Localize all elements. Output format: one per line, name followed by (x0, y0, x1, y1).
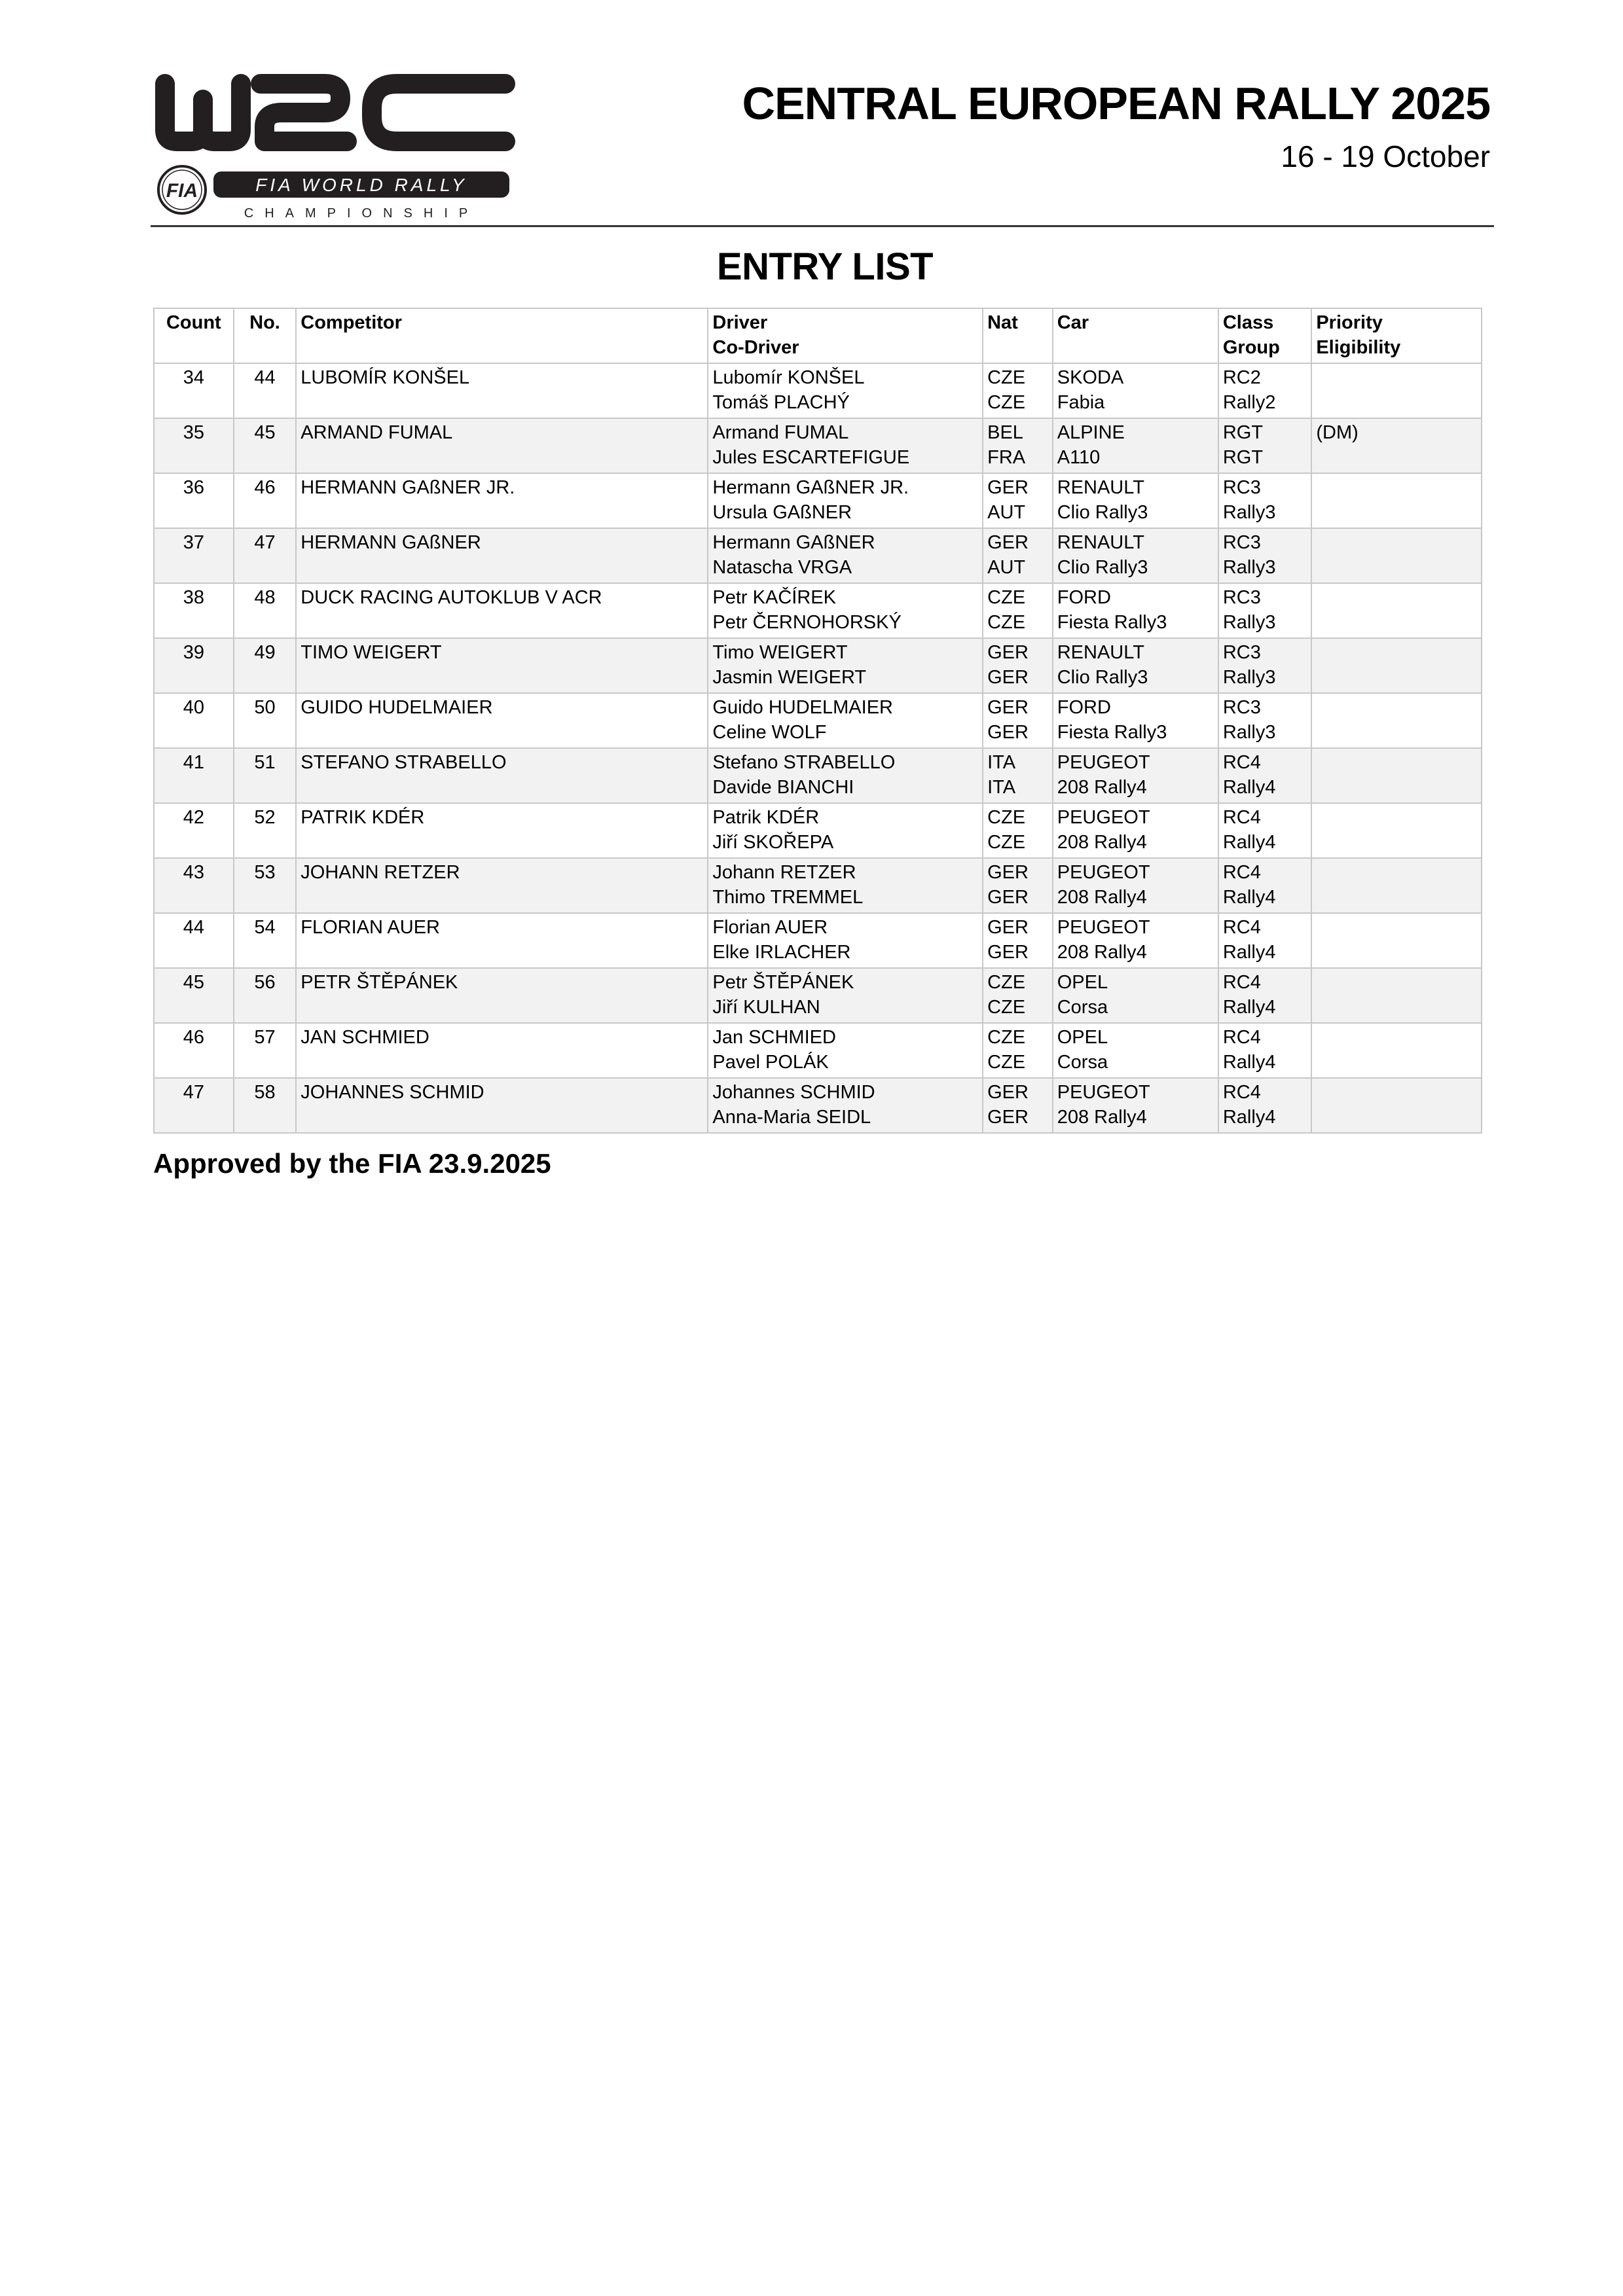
eligibility-value: (DM) (1316, 422, 1359, 443)
co-driver-name: Tomáš PLACHÝ (712, 392, 850, 413)
car-number-cell: 58 (234, 1078, 297, 1133)
table-row (154, 858, 1482, 913)
competitor-cell: TIMO WEIGERT (296, 638, 708, 693)
co-driver-nationality: CZE (987, 612, 1026, 633)
co-driver-name: Elke IRLACHER (712, 942, 851, 963)
car-make: PEUGEOT (1057, 1082, 1150, 1103)
car-cell (1053, 583, 1218, 638)
co-driver-nationality: CZE (987, 997, 1026, 1018)
class-group-cell (1218, 803, 1311, 858)
priority-eligibility-cell (1311, 693, 1482, 748)
count-cell: 40 (154, 693, 234, 748)
car-group: Rally4 (1222, 942, 1276, 963)
car-class: RC3 (1222, 697, 1261, 718)
nationality-cell (983, 1078, 1053, 1133)
nationality-cell (983, 748, 1053, 803)
car-group: Rally4 (1222, 1052, 1276, 1073)
class-group-cell (1218, 583, 1311, 638)
priority-eligibility-cell (1311, 528, 1482, 583)
header-divider (151, 225, 1494, 227)
column-header-count: Count (154, 308, 234, 363)
co-driver-nationality: FRA (987, 447, 1026, 468)
competitor-cell: HERMANN GAßNER JR. (296, 473, 708, 528)
car-number-cell: 57 (234, 1023, 297, 1078)
class-group-cell (1218, 748, 1311, 803)
car-make: OPEL (1057, 1027, 1108, 1048)
co-driver-nationality: CZE (987, 832, 1026, 853)
car-model: Fabia (1057, 392, 1105, 413)
table-row (154, 748, 1482, 803)
nationality-cell (983, 473, 1053, 528)
car-group: Rally3 (1222, 722, 1276, 743)
crew-cell (708, 748, 983, 803)
competitor-cell: JOHANNES SCHMID (296, 1078, 708, 1133)
car-number-cell: 44 (234, 363, 297, 418)
driver-name: Guido HUDELMAIER (712, 697, 893, 718)
table-row (154, 638, 1482, 693)
priority-eligibility-cell (1311, 473, 1482, 528)
priority-eligibility-cell (1311, 583, 1482, 638)
car-model: Clio Rally3 (1057, 502, 1148, 523)
driver-name: Florian AUER (712, 917, 828, 938)
count-cell: 37 (154, 528, 234, 583)
driver-nationality: GER (987, 862, 1029, 883)
car-cell (1053, 418, 1218, 473)
car-model: 208 Rally4 (1057, 777, 1147, 798)
car-group: Rally3 (1222, 502, 1276, 523)
car-group: Rally4 (1222, 1107, 1276, 1128)
count-cell: 38 (154, 583, 234, 638)
driver-nationality: GER (987, 1082, 1029, 1103)
driver-name: Hermann GAßNER (712, 532, 875, 553)
car-group: Rally4 (1222, 997, 1276, 1018)
driver-nationality: GER (987, 917, 1029, 938)
car-class: RC4 (1222, 917, 1261, 938)
car-class: RGT (1222, 422, 1264, 443)
count-cell: 34 (154, 363, 234, 418)
co-driver-name: Ursula GAßNER (712, 502, 852, 523)
car-number-cell: 47 (234, 528, 297, 583)
car-cell (1053, 858, 1218, 913)
co-driver-nationality: GER (987, 722, 1029, 743)
priority-eligibility-cell (1311, 638, 1482, 693)
car-make: OPEL (1057, 972, 1108, 993)
car-group: RGT (1222, 447, 1264, 468)
crew-cell (708, 473, 983, 528)
priority-eligibility-cell (1311, 858, 1482, 913)
car-class: RC3 (1222, 642, 1261, 663)
crew-cell (708, 638, 983, 693)
column-header-number: No. (234, 308, 297, 363)
car-model: 208 Rally4 (1057, 887, 1147, 908)
column-header-car: Car (1053, 308, 1218, 363)
nationality-cell (983, 583, 1053, 638)
crew-cell (708, 1023, 983, 1078)
car-class: RC4 (1222, 1082, 1261, 1103)
car-class: RC4 (1222, 862, 1261, 883)
crew-cell (708, 583, 983, 638)
car-group: Rally3 (1222, 667, 1276, 688)
crew-cell (708, 693, 983, 748)
crew-cell (708, 913, 983, 968)
count-cell: 43 (154, 858, 234, 913)
car-cell (1053, 913, 1218, 968)
table-row (154, 473, 1482, 528)
class-group-cell (1218, 1023, 1311, 1078)
count-cell: 41 (154, 748, 234, 803)
car-make: FORD (1057, 697, 1111, 718)
car-make: RENAULT (1057, 477, 1144, 498)
competitor-cell: GUIDO HUDELMAIER (296, 693, 708, 748)
table-row (154, 913, 1482, 968)
table-row (154, 803, 1482, 858)
car-cell (1053, 1078, 1218, 1133)
event-title: CENTRAL EUROPEAN RALLY 2025 (742, 78, 1490, 129)
co-driver-nationality: GER (987, 1107, 1029, 1128)
priority-eligibility-cell (1311, 1078, 1482, 1133)
car-number-cell: 56 (234, 968, 297, 1023)
co-driver-nationality: GER (987, 887, 1029, 908)
car-model: Corsa (1057, 1052, 1108, 1073)
priority-eligibility-cell (1311, 968, 1482, 1023)
car-model: Fiesta Rally3 (1057, 612, 1167, 633)
co-driver-name: Jiří KULHAN (712, 997, 820, 1018)
competitor-cell: PATRIK KDÉR (296, 803, 708, 858)
count-cell: 47 (154, 1078, 234, 1133)
car-model: Corsa (1057, 997, 1108, 1018)
crew-cell (708, 528, 983, 583)
co-driver-nationality: GER (987, 667, 1029, 688)
competitor-cell: LUBOMÍR KONŠEL (296, 363, 708, 418)
co-driver-nationality: ITA (987, 777, 1016, 798)
column-header-class (1218, 308, 1311, 363)
car-class: RC4 (1222, 752, 1261, 773)
column-header-group-label: Group (1222, 337, 1280, 358)
nationality-cell (983, 638, 1053, 693)
car-class: RC4 (1222, 972, 1261, 993)
svg-text:CHAMPIONSHIP: CHAMPIONSHIP (244, 206, 479, 221)
competitor-cell: PETR ŠTĚPÁNEK (296, 968, 708, 1023)
column-header-driver (708, 308, 983, 363)
car-make: RENAULT (1057, 532, 1144, 553)
entry-list-table (153, 308, 1482, 1134)
car-group: Rally2 (1222, 392, 1276, 413)
driver-nationality: GER (987, 697, 1029, 718)
table-row (154, 363, 1482, 418)
table-header-row (154, 308, 1482, 363)
count-cell: 45 (154, 968, 234, 1023)
car-cell (1053, 803, 1218, 858)
car-number-cell: 50 (234, 693, 297, 748)
co-driver-nationality: GER (987, 942, 1029, 963)
nationality-cell (983, 693, 1053, 748)
crew-cell (708, 1078, 983, 1133)
count-cell: 42 (154, 803, 234, 858)
driver-nationality: GER (987, 477, 1029, 498)
car-number-cell: 54 (234, 913, 297, 968)
crew-cell (708, 968, 983, 1023)
car-make: SKODA (1057, 367, 1124, 388)
class-group-cell (1218, 418, 1311, 473)
count-cell: 46 (154, 1023, 234, 1078)
count-cell: 35 (154, 418, 234, 473)
co-driver-name: Anna-Maria SEIDL (712, 1107, 871, 1128)
class-group-cell (1218, 638, 1311, 693)
co-driver-name: Celine WOLF (712, 722, 827, 743)
table-row (154, 1078, 1482, 1133)
driver-nationality: CZE (987, 807, 1026, 828)
page-title: ENTRY LIST (716, 245, 934, 288)
priority-eligibility-cell (1311, 803, 1482, 858)
car-cell (1053, 473, 1218, 528)
car-make: PEUGEOT (1057, 807, 1150, 828)
competitor-cell: DUCK RACING AUTOKLUB V ACR (296, 583, 708, 638)
car-cell (1053, 363, 1218, 418)
car-model: 208 Rally4 (1057, 832, 1147, 853)
class-group-cell (1218, 858, 1311, 913)
driver-name: Armand FUMAL (712, 422, 849, 443)
driver-nationality: CZE (987, 587, 1026, 608)
car-number-cell: 46 (234, 473, 297, 528)
driver-name: Petr ŠTĚPÁNEK (712, 972, 854, 993)
car-number-cell: 51 (234, 748, 297, 803)
nationality-cell (983, 803, 1053, 858)
car-cell (1053, 528, 1218, 583)
car-group: Rally3 (1222, 557, 1276, 578)
count-cell: 44 (154, 913, 234, 968)
car-model: Clio Rally3 (1057, 667, 1148, 688)
priority-eligibility-cell (1311, 418, 1482, 473)
car-number-cell: 53 (234, 858, 297, 913)
car-group: Rally4 (1222, 777, 1276, 798)
co-driver-nationality: AUT (987, 557, 1026, 578)
crew-cell (708, 858, 983, 913)
table-row (154, 528, 1482, 583)
driver-nationality: CZE (987, 972, 1026, 993)
co-driver-nationality: CZE (987, 392, 1026, 413)
nationality-cell (983, 418, 1053, 473)
car-group: Rally3 (1222, 612, 1276, 633)
car-cell (1053, 693, 1218, 748)
driver-name: Hermann GAßNER JR. (712, 477, 909, 498)
entry-rows (154, 363, 1482, 1133)
crew-cell (708, 363, 983, 418)
co-driver-name: Thimo TREMMEL (712, 887, 864, 908)
driver-name: Timo WEIGERT (712, 642, 848, 663)
car-model: A110 (1057, 447, 1101, 468)
driver-name: Petr KAČÍREK (712, 587, 836, 608)
nationality-cell (983, 858, 1053, 913)
competitor-cell: ARMAND FUMAL (296, 418, 708, 473)
co-driver-nationality: CZE (987, 1052, 1026, 1073)
co-driver-name: Petr ČERNOHORSKÝ (712, 612, 902, 633)
car-make: RENAULT (1057, 642, 1144, 663)
driver-nationality: CZE (987, 367, 1026, 388)
competitor-cell: HERMANN GAßNER (296, 528, 708, 583)
car-group: Rally4 (1222, 887, 1276, 908)
co-driver-name: Jiří SKOŘEPA (712, 832, 834, 853)
column-header-nat: Nat (983, 308, 1053, 363)
car-make: PEUGEOT (1057, 917, 1150, 938)
car-make: ALPINE (1057, 422, 1125, 443)
car-class: RC3 (1222, 532, 1261, 553)
car-number-cell: 45 (234, 418, 297, 473)
nationality-cell (983, 913, 1053, 968)
table-row (154, 693, 1482, 748)
priority-eligibility-cell (1311, 748, 1482, 803)
car-class: RC2 (1222, 367, 1261, 388)
column-header-competitor: Competitor (296, 308, 708, 363)
driver-name: Lubomír KONŠEL (712, 367, 865, 388)
co-driver-name: Jules ESCARTEFIGUE (712, 447, 910, 468)
car-make: PEUGEOT (1057, 752, 1150, 773)
table-row (154, 968, 1482, 1023)
driver-nationality: GER (987, 642, 1029, 663)
nationality-cell (983, 968, 1053, 1023)
class-group-cell (1218, 913, 1311, 968)
driver-nationality: GER (987, 532, 1029, 553)
crew-cell (708, 418, 983, 473)
driver-name: Johannes SCHMID (712, 1082, 875, 1103)
driver-name: Stefano STRABELLO (712, 752, 896, 773)
driver-nationality: ITA (987, 752, 1016, 773)
priority-eligibility-cell (1311, 1023, 1482, 1078)
nationality-cell (983, 363, 1053, 418)
column-header-co-driver-label: Co-Driver (712, 337, 799, 358)
column-header-class-label: Class (1222, 312, 1274, 333)
co-driver-name: Davide BIANCHI (712, 777, 854, 798)
car-number-cell: 52 (234, 803, 297, 858)
car-class: RC3 (1222, 587, 1261, 608)
competitor-cell: FLORIAN AUER (296, 913, 708, 968)
class-group-cell (1218, 363, 1311, 418)
table-row (154, 418, 1482, 473)
competitor-cell: JOHANN RETZER (296, 858, 708, 913)
driver-name: Johann RETZER (712, 862, 856, 883)
driver-nationality: BEL (987, 422, 1023, 443)
driver-name: Patrik KDÉR (712, 807, 820, 828)
car-group: Rally4 (1222, 832, 1276, 853)
svg-text:FIA WORLD RALLY: FIA WORLD RALLY (255, 175, 467, 195)
table-row (154, 1023, 1482, 1078)
car-model: Clio Rally3 (1057, 557, 1148, 578)
competitor-cell: STEFANO STRABELLO (296, 748, 708, 803)
car-model: Fiesta Rally3 (1057, 722, 1167, 743)
column-header-driver-label: Driver (712, 312, 768, 333)
class-group-cell (1218, 528, 1311, 583)
nationality-cell (983, 528, 1053, 583)
car-cell (1053, 748, 1218, 803)
svg-text:FIA: FIA (166, 180, 198, 202)
class-group-cell (1218, 968, 1311, 1023)
approval-note: Approved by the FIA 23.9.2025 (153, 1148, 551, 1179)
driver-nationality: CZE (987, 1027, 1026, 1048)
class-group-cell (1218, 693, 1311, 748)
driver-name: Jan SCHMIED (712, 1027, 836, 1048)
car-class: RC4 (1222, 807, 1261, 828)
nationality-cell (983, 1023, 1053, 1078)
crew-cell (708, 803, 983, 858)
car-number-cell: 48 (234, 583, 297, 638)
column-header-priority (1311, 308, 1482, 363)
co-driver-name: Jasmin WEIGERT (712, 667, 867, 688)
car-model: 208 Rally4 (1057, 942, 1147, 963)
co-driver-name: Natascha VRGA (712, 557, 852, 578)
priority-eligibility-cell (1311, 363, 1482, 418)
class-group-cell (1218, 1078, 1311, 1133)
wrc-logo (153, 73, 520, 221)
car-make: PEUGEOT (1057, 862, 1150, 883)
table-row (154, 583, 1482, 638)
car-make: FORD (1057, 587, 1111, 608)
car-class: RC4 (1222, 1027, 1261, 1048)
co-driver-nationality: AUT (987, 502, 1026, 523)
car-number-cell: 49 (234, 638, 297, 693)
column-header-eligibility-label: Eligibility (1316, 337, 1401, 358)
car-model: 208 Rally4 (1057, 1107, 1147, 1128)
event-dates: 16 - 19 October (1281, 139, 1490, 173)
count-cell: 39 (154, 638, 234, 693)
class-group-cell (1218, 473, 1311, 528)
priority-eligibility-cell (1311, 913, 1482, 968)
car-cell (1053, 968, 1218, 1023)
car-cell (1053, 638, 1218, 693)
car-cell (1053, 1023, 1218, 1078)
co-driver-name: Pavel POLÁK (712, 1052, 829, 1073)
column-header-priority-label: Priority (1316, 312, 1383, 333)
count-cell: 36 (154, 473, 234, 528)
car-class: RC3 (1222, 477, 1261, 498)
competitor-cell: JAN SCHMIED (296, 1023, 708, 1078)
